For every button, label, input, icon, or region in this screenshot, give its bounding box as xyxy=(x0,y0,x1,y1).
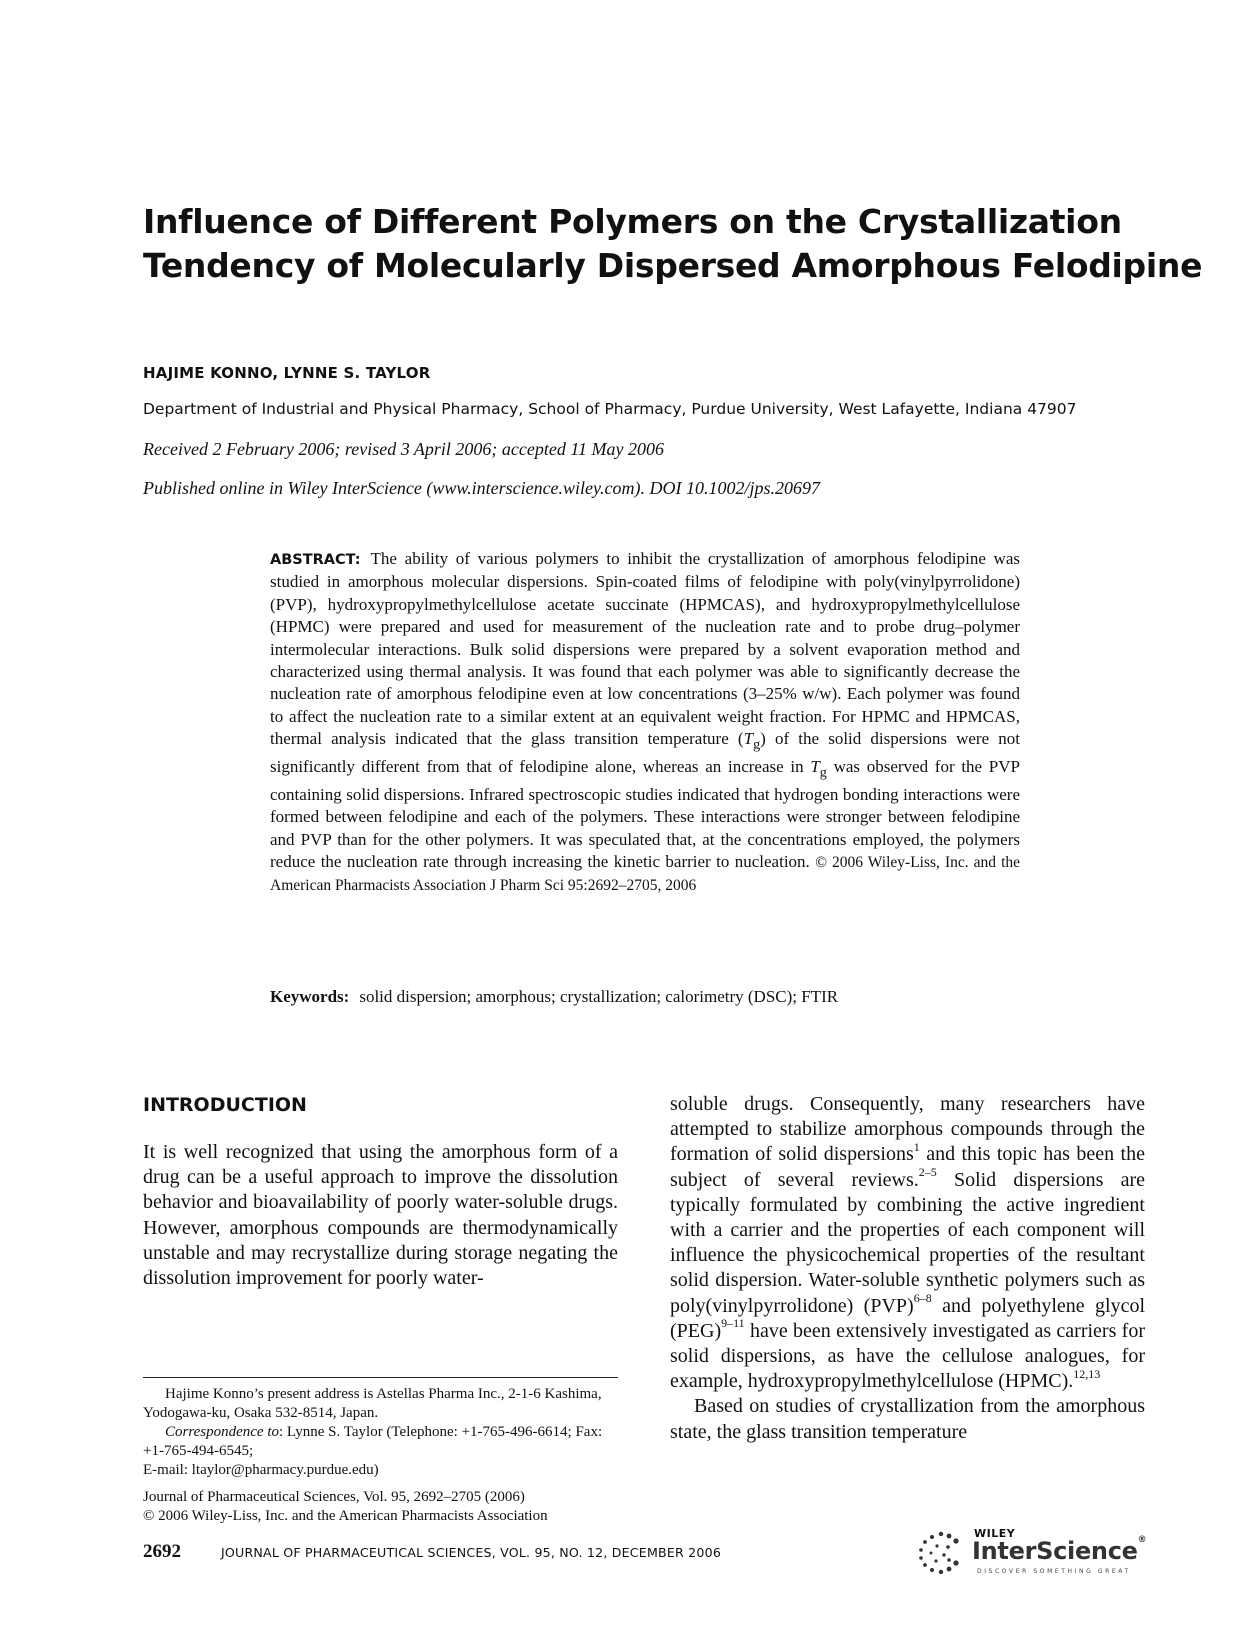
dot-swirl-icon xyxy=(915,1530,967,1574)
intro-text: Solid dispersions are typically formulated by combining the active ingredient with a carrier and the properties of each component will influence the physicochemical properties of the resultant solid dispersion. Water-soluble synthetic polymers such as poly(vinylpyrrolidone) (PVP) xyxy=(670,1168,1146,1317)
affiliation: Department of Industrial and Physical Pharmacy, School of Pharmacy, Purdue University, West Lafayette, Indiana 47907 xyxy=(143,400,1077,418)
tg-subscript: g xyxy=(753,736,761,753)
intro-paragraph-2: Based on studies of crystallization from the amorphous state, the glass transition temperature xyxy=(670,1395,1145,1443)
title-line-2: Tendency of Molecularly Dispersed Amorphous Felodipine xyxy=(143,246,1203,285)
tg-symbol: T xyxy=(810,757,820,777)
tg-symbol: T xyxy=(743,729,754,749)
article-title xyxy=(143,200,1203,288)
keywords-text: solid dispersion; amorphous; crystallization; calorimetry (DSC); FTIR xyxy=(359,987,839,1006)
abstract-text-3: was observed for the PVP containing solid dispersions. Infrared spectroscopic studies indicated that hydrogen bonding interactions were formed between felodipine and each of the polymers. These interactions were stronger between felodipine and PVP than for the other polymers. It was speculated that, at the concentrations employed, the polymers reduce the nucleation rate through increasing the kinetic barrier to nucleation. xyxy=(270,757,1020,872)
authors: HAJIME KONNO, LYNNE S. TAYLOR xyxy=(143,364,431,382)
logo-wiley: WILEY xyxy=(974,1527,1016,1540)
copyright-footnote: © 2006 Wiley-Liss, Inc. and the American Pharmacists Association xyxy=(143,1508,548,1524)
correspondence-footnote xyxy=(143,1423,623,1461)
correspondence-label: Correspondence to xyxy=(165,1424,280,1440)
logo-tagline: DISCOVER SOMETHING GREAT xyxy=(977,1568,1131,1575)
abstract-text-2: ) of the solid dispersions were not significantly different from that of felodipine alone, whereas an increase in xyxy=(270,729,1021,777)
publication-info: Published online in Wiley InterScience (www.interscience.wiley.com). DOI 10.1002/jps.20697 xyxy=(143,478,821,498)
abstract-label: ABSTRACT: xyxy=(270,552,361,568)
intro-text: and polyethylene glycol (PEG) xyxy=(670,1294,1146,1342)
footnote-divider xyxy=(143,1377,618,1378)
keywords-label: Keywords: xyxy=(270,987,350,1006)
intro-text: and this topic has been the subject of several reviews. xyxy=(670,1143,1145,1191)
intro-right-column xyxy=(670,1092,1145,1445)
citation-ref: 12,13 xyxy=(1073,1366,1101,1381)
title-line-1: Influence of Different Polymers on the Crystallization xyxy=(143,202,1122,241)
registered-mark: ® xyxy=(1137,1535,1147,1545)
logo-interscience xyxy=(972,1537,1146,1565)
email-footnote: E-mail: ltaylor@pharmacy.purdue.edu) xyxy=(143,1462,379,1478)
citation-ref: 9–11 xyxy=(721,1316,745,1331)
abstract xyxy=(270,548,1020,898)
intro-text: have been extensively investigated as carriers for solid dispersions, as have the cellulose analogues, for example, hydroxypropylmethylcellulose (HPMC). xyxy=(670,1319,1145,1393)
citation-ref: 6–8 xyxy=(913,1290,932,1305)
abstract-copyright: © 2006 Wiley-Liss, Inc. and the American Pharmacists Association J Pharm Sci 95:2692–2705, 2006 xyxy=(270,854,1020,895)
footnotes xyxy=(143,1385,623,1526)
journal-citation: Journal of Pharmaceutical Sciences, Vol. 95, 2692–2705 (2006) xyxy=(143,1489,525,1505)
wiley-interscience-logo xyxy=(915,1527,1145,1579)
author-address-footnote: Hajime Konno’s present address is Astellas Pharma Inc., 2-1-6 Kashima, Yodogawa-ku, Osaka 532-8514, Japan. xyxy=(143,1386,602,1421)
intro-paragraph-1 xyxy=(670,1092,1145,1394)
running-footer: JOURNAL OF PHARMACEUTICAL SCIENCES, VOL. 95, NO. 12, DECEMBER 2006 xyxy=(221,1545,722,1560)
logo-interscience-text: InterScience xyxy=(972,1537,1138,1565)
citation-ref: 1 xyxy=(913,1139,920,1154)
correspondence-text: : Lynne S. Taylor (Telephone: +1-765-496-6614; Fax: +1-765-494-6545; xyxy=(143,1424,603,1459)
page-number: 2692 xyxy=(143,1541,181,1562)
received-dates: Received 2 February 2006; revised 3 April 2006; accepted 11 May 2006 xyxy=(143,439,665,459)
section-heading-introduction: INTRODUCTION xyxy=(143,1094,307,1116)
tg-subscript: g xyxy=(819,764,827,781)
intro-left-column: It is well recognized that using the amorphous form of a drug can be a useful approach to improve the dissolution behavior and bioavailability of poorly water-soluble drugs. However, amorphous compounds are thermodynamically unstable and may recrystallize during storage negating the dissolution improvement for poorly water- xyxy=(143,1141,618,1290)
keywords xyxy=(270,986,1020,1008)
abstract-text-1: The ability of various polymers to inhibit the crystallization of amorphous felodipine was studied in amorphous molecular dispersions. Spin-coated films of felodipine with poly(vinylpyrrolidone) (PVP), hydroxypropylmethylcellulose acetate succinate (HPMCAS), and hydroxypropylmethylcellulose (HPMC) were prepared and used for measurement of the nucleation rate and to probe drug–polymer intermolecular interactions. Bulk solid dispersions were prepared by a solvent evaporation method and characterized using thermal analysis. It was found that each polymer was able to significantly decrease the nucleation rate of amorphous felodipine even at low concentrations (3–25% w/w). Each polymer was found to affect the nucleation rate to a similar extent at an equivalent weight fraction. For HPMC and HPMCAS, thermal analysis indicated that the glass transition temperature ( xyxy=(270,549,1020,749)
intro-text: soluble drugs. Consequently, many researchers have attempted to stabilize amorphous compounds through the formation of solid dispersions xyxy=(670,1093,1145,1166)
citation-ref: 2–5 xyxy=(918,1164,937,1179)
